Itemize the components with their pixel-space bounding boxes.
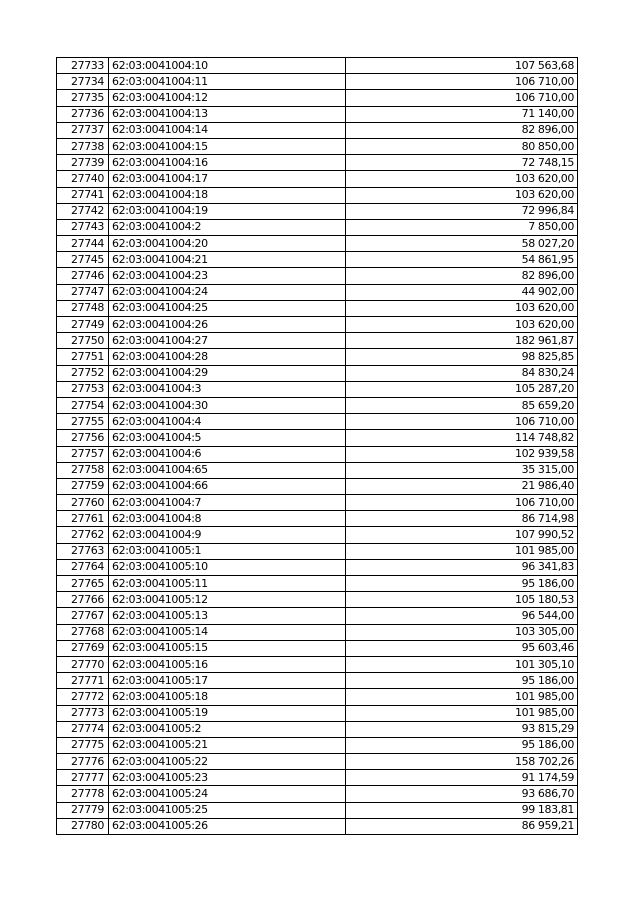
table-row <box>57 559 578 575</box>
row-number-cell: 27756 <box>57 430 109 446</box>
table-row <box>57 155 578 171</box>
row-number-cell: 27764 <box>57 559 109 575</box>
cadastral-value-cell: 106 710,00 <box>346 414 578 430</box>
row-number-cell: 27772 <box>57 689 109 705</box>
row-number-cell: 27749 <box>57 317 109 333</box>
cadastral-number-cell: 62:03:0041004:11 <box>109 74 346 90</box>
cadastral-value-cell: 95 186,00 <box>346 673 578 689</box>
row-number-cell: 27760 <box>57 495 109 511</box>
row-number-cell: 27768 <box>57 624 109 640</box>
cadastral-number-cell: 62:03:0041004:12 <box>109 90 346 106</box>
table-row <box>57 754 578 770</box>
row-number-cell: 27744 <box>57 236 109 252</box>
table-row <box>57 58 578 74</box>
row-number-cell: 27751 <box>57 349 109 365</box>
cadastral-number-cell: 62:03:0041005:1 <box>109 543 346 559</box>
table-row <box>57 284 578 300</box>
row-number-cell: 27745 <box>57 252 109 268</box>
table-row <box>57 543 578 559</box>
cadastral-number-cell: 62:03:0041004:24 <box>109 284 346 300</box>
row-number-cell: 27740 <box>57 171 109 187</box>
row-number-cell: 27765 <box>57 576 109 592</box>
cadastral-value-cell: 82 896,00 <box>346 268 578 284</box>
table-row <box>57 365 578 381</box>
row-number-cell: 27746 <box>57 268 109 284</box>
row-number-cell: 27774 <box>57 721 109 737</box>
cadastral-number-cell: 62:03:0041004:8 <box>109 511 346 527</box>
cadastral-value-cell: 106 710,00 <box>346 74 578 90</box>
row-number-cell: 27741 <box>57 187 109 203</box>
cadastral-value-cell: 54 861,95 <box>346 252 578 268</box>
cadastral-number-cell: 62:03:0041004:7 <box>109 495 346 511</box>
cadastral-number-cell: 62:03:0041005:24 <box>109 786 346 802</box>
cadastral-value-cell: 105 180,53 <box>346 592 578 608</box>
cadastral-value-cell: 80 850,00 <box>346 138 578 154</box>
cadastral-number-cell: 62:03:0041004:21 <box>109 252 346 268</box>
cadastral-value-cell: 106 710,00 <box>346 90 578 106</box>
row-number-cell: 27780 <box>57 818 109 834</box>
cadastral-value-cell: 101 985,00 <box>346 543 578 559</box>
table-row <box>57 462 578 478</box>
cadastral-number-cell: 62:03:0041004:26 <box>109 317 346 333</box>
table-row <box>57 268 578 284</box>
row-number-cell: 27769 <box>57 640 109 656</box>
table-body <box>57 58 578 835</box>
table-row <box>57 737 578 753</box>
cadastral-value-cell: 103 620,00 <box>346 300 578 316</box>
row-number-cell: 27771 <box>57 673 109 689</box>
cadastral-value-cell: 103 305,00 <box>346 624 578 640</box>
cadastral-number-cell: 62:03:0041004:28 <box>109 349 346 365</box>
row-number-cell: 27739 <box>57 155 109 171</box>
cadastral-value-cell: 21 986,40 <box>346 478 578 494</box>
table-row <box>57 397 578 413</box>
table-row <box>57 90 578 106</box>
row-number-cell: 27778 <box>57 786 109 802</box>
table-row <box>57 770 578 786</box>
table-row <box>57 74 578 90</box>
cadastral-number-cell: 62:03:0041004:65 <box>109 462 346 478</box>
cadastral-number-cell: 62:03:0041005:10 <box>109 559 346 575</box>
cadastral-number-cell: 62:03:0041004:23 <box>109 268 346 284</box>
table-row <box>57 656 578 672</box>
cadastral-value-cell: 95 186,00 <box>346 737 578 753</box>
cadastral-value-cell: 106 710,00 <box>346 495 578 511</box>
table-row <box>57 592 578 608</box>
cadastral-number-cell: 62:03:0041005:15 <box>109 640 346 656</box>
cadastral-value-cell: 101 985,00 <box>346 689 578 705</box>
table-row <box>57 252 578 268</box>
row-number-cell: 27733 <box>57 58 109 74</box>
table-row <box>57 478 578 494</box>
cadastral-number-cell: 62:03:0041004:30 <box>109 397 346 413</box>
table-row <box>57 446 578 462</box>
cadastral-number-cell: 62:03:0041004:9 <box>109 527 346 543</box>
cadastral-value-cell: 96 544,00 <box>346 608 578 624</box>
cadastral-value-cell: 101 305,10 <box>346 656 578 672</box>
cadastral-number-cell: 62:03:0041005:12 <box>109 592 346 608</box>
cadastral-number-cell: 62:03:0041005:21 <box>109 737 346 753</box>
row-number-cell: 27755 <box>57 414 109 430</box>
cadastral-number-cell: 62:03:0041005:26 <box>109 818 346 834</box>
cadastral-number-cell: 62:03:0041005:23 <box>109 770 346 786</box>
row-number-cell: 27735 <box>57 90 109 106</box>
cadastral-number-cell: 62:03:0041004:29 <box>109 365 346 381</box>
cadastral-number-cell: 62:03:0041004:6 <box>109 446 346 462</box>
cadastral-number-cell: 62:03:0041004:13 <box>109 106 346 122</box>
table-row <box>57 430 578 446</box>
cadastral-value-cell: 93 815,29 <box>346 721 578 737</box>
cadastral-value-cell: 98 825,85 <box>346 349 578 365</box>
cadastral-number-cell: 62:03:0041005:11 <box>109 576 346 592</box>
cadastral-number-cell: 62:03:0041004:2 <box>109 219 346 235</box>
table-row <box>57 495 578 511</box>
row-number-cell: 27777 <box>57 770 109 786</box>
row-number-cell: 27742 <box>57 203 109 219</box>
cadastral-value-cell: 158 702,26 <box>346 754 578 770</box>
cadastral-value-cell: 101 985,00 <box>346 705 578 721</box>
row-number-cell: 27762 <box>57 527 109 543</box>
cadastral-value-cell: 102 939,58 <box>346 446 578 462</box>
row-number-cell: 27759 <box>57 478 109 494</box>
cadastral-value-table <box>56 57 578 835</box>
table-row <box>57 187 578 203</box>
table-row <box>57 171 578 187</box>
row-number-cell: 27754 <box>57 397 109 413</box>
cadastral-value-cell: 105 287,20 <box>346 381 578 397</box>
cadastral-number-cell: 62:03:0041004:10 <box>109 58 346 74</box>
cadastral-value-cell: 72 996,84 <box>346 203 578 219</box>
table-row <box>57 203 578 219</box>
table-row <box>57 608 578 624</box>
table-row <box>57 300 578 316</box>
table-row <box>57 624 578 640</box>
cadastral-number-cell: 62:03:0041004:18 <box>109 187 346 203</box>
cadastral-number-cell: 62:03:0041004:17 <box>109 171 346 187</box>
cadastral-number-cell: 62:03:0041005:2 <box>109 721 346 737</box>
row-number-cell: 27743 <box>57 219 109 235</box>
table-row <box>57 818 578 834</box>
cadastral-value-cell: 84 830,24 <box>346 365 578 381</box>
cadastral-value-cell: 86 959,21 <box>346 818 578 834</box>
cadastral-value-cell: 95 186,00 <box>346 576 578 592</box>
row-number-cell: 27776 <box>57 754 109 770</box>
row-number-cell: 27779 <box>57 802 109 818</box>
row-number-cell: 27734 <box>57 74 109 90</box>
cadastral-number-cell: 62:03:0041004:14 <box>109 122 346 138</box>
row-number-cell: 27770 <box>57 656 109 672</box>
cadastral-value-cell: 35 315,00 <box>346 462 578 478</box>
row-number-cell: 27736 <box>57 106 109 122</box>
row-number-cell: 27737 <box>57 122 109 138</box>
cadastral-number-cell: 62:03:0041004:5 <box>109 430 346 446</box>
table-row <box>57 689 578 705</box>
cadastral-value-cell: 7 850,00 <box>346 219 578 235</box>
row-number-cell: 27747 <box>57 284 109 300</box>
table-row <box>57 527 578 543</box>
row-number-cell: 27775 <box>57 737 109 753</box>
cadastral-value-cell: 96 341,83 <box>346 559 578 575</box>
table-row <box>57 673 578 689</box>
cadastral-number-cell: 62:03:0041004:3 <box>109 381 346 397</box>
cadastral-number-cell: 62:03:0041005:16 <box>109 656 346 672</box>
row-number-cell: 27758 <box>57 462 109 478</box>
row-number-cell: 27773 <box>57 705 109 721</box>
table-row <box>57 640 578 656</box>
row-number-cell: 27757 <box>57 446 109 462</box>
table-row <box>57 219 578 235</box>
cadastral-number-cell: 62:03:0041005:13 <box>109 608 346 624</box>
cadastral-number-cell: 62:03:0041005:25 <box>109 802 346 818</box>
cadastral-number-cell: 62:03:0041005:17 <box>109 673 346 689</box>
cadastral-number-cell: 62:03:0041004:15 <box>109 138 346 154</box>
table-row <box>57 802 578 818</box>
row-number-cell: 27761 <box>57 511 109 527</box>
cadastral-number-cell: 62:03:0041005:18 <box>109 689 346 705</box>
cadastral-number-cell: 62:03:0041004:4 <box>109 414 346 430</box>
table-row <box>57 317 578 333</box>
row-number-cell: 27763 <box>57 543 109 559</box>
cadastral-value-cell: 182 961,87 <box>346 333 578 349</box>
table-row <box>57 138 578 154</box>
row-number-cell: 27767 <box>57 608 109 624</box>
table-row <box>57 414 578 430</box>
table-row <box>57 381 578 397</box>
table-row <box>57 705 578 721</box>
row-number-cell: 27738 <box>57 138 109 154</box>
cadastral-number-cell: 62:03:0041005:19 <box>109 705 346 721</box>
cadastral-value-cell: 71 140,00 <box>346 106 578 122</box>
cadastral-value-cell: 107 563,68 <box>346 58 578 74</box>
row-number-cell: 27748 <box>57 300 109 316</box>
cadastral-value-cell: 91 174,59 <box>346 770 578 786</box>
row-number-cell: 27750 <box>57 333 109 349</box>
cadastral-number-cell: 62:03:0041004:66 <box>109 478 346 494</box>
table-row <box>57 122 578 138</box>
table-row <box>57 786 578 802</box>
table-row <box>57 106 578 122</box>
cadastral-value-cell: 107 990,52 <box>346 527 578 543</box>
cadastral-value-cell: 72 748,15 <box>346 155 578 171</box>
cadastral-value-cell: 93 686,70 <box>346 786 578 802</box>
cadastral-value-cell: 44 902,00 <box>346 284 578 300</box>
cadastral-value-cell: 95 603,46 <box>346 640 578 656</box>
cadastral-value-cell: 58 027,20 <box>346 236 578 252</box>
row-number-cell: 27752 <box>57 365 109 381</box>
cadastral-number-cell: 62:03:0041005:14 <box>109 624 346 640</box>
cadastral-value-cell: 99 183,81 <box>346 802 578 818</box>
table-row <box>57 511 578 527</box>
cadastral-value-cell: 103 620,00 <box>346 187 578 203</box>
cadastral-value-cell: 103 620,00 <box>346 317 578 333</box>
cadastral-number-cell: 62:03:0041004:25 <box>109 300 346 316</box>
table-row <box>57 576 578 592</box>
cadastral-number-cell: 62:03:0041004:20 <box>109 236 346 252</box>
row-number-cell: 27766 <box>57 592 109 608</box>
table-row <box>57 721 578 737</box>
table-row <box>57 236 578 252</box>
cadastral-value-cell: 86 714,98 <box>346 511 578 527</box>
cadastral-value-cell: 82 896,00 <box>346 122 578 138</box>
cadastral-value-cell: 114 748,82 <box>346 430 578 446</box>
cadastral-value-cell: 85 659,20 <box>346 397 578 413</box>
cadastral-number-cell: 62:03:0041004:19 <box>109 203 346 219</box>
cadastral-number-cell: 62:03:0041004:16 <box>109 155 346 171</box>
table-row <box>57 349 578 365</box>
table-row <box>57 333 578 349</box>
row-number-cell: 27753 <box>57 381 109 397</box>
cadastral-number-cell: 62:03:0041005:22 <box>109 754 346 770</box>
cadastral-number-cell: 62:03:0041004:27 <box>109 333 346 349</box>
cadastral-value-cell: 103 620,00 <box>346 171 578 187</box>
